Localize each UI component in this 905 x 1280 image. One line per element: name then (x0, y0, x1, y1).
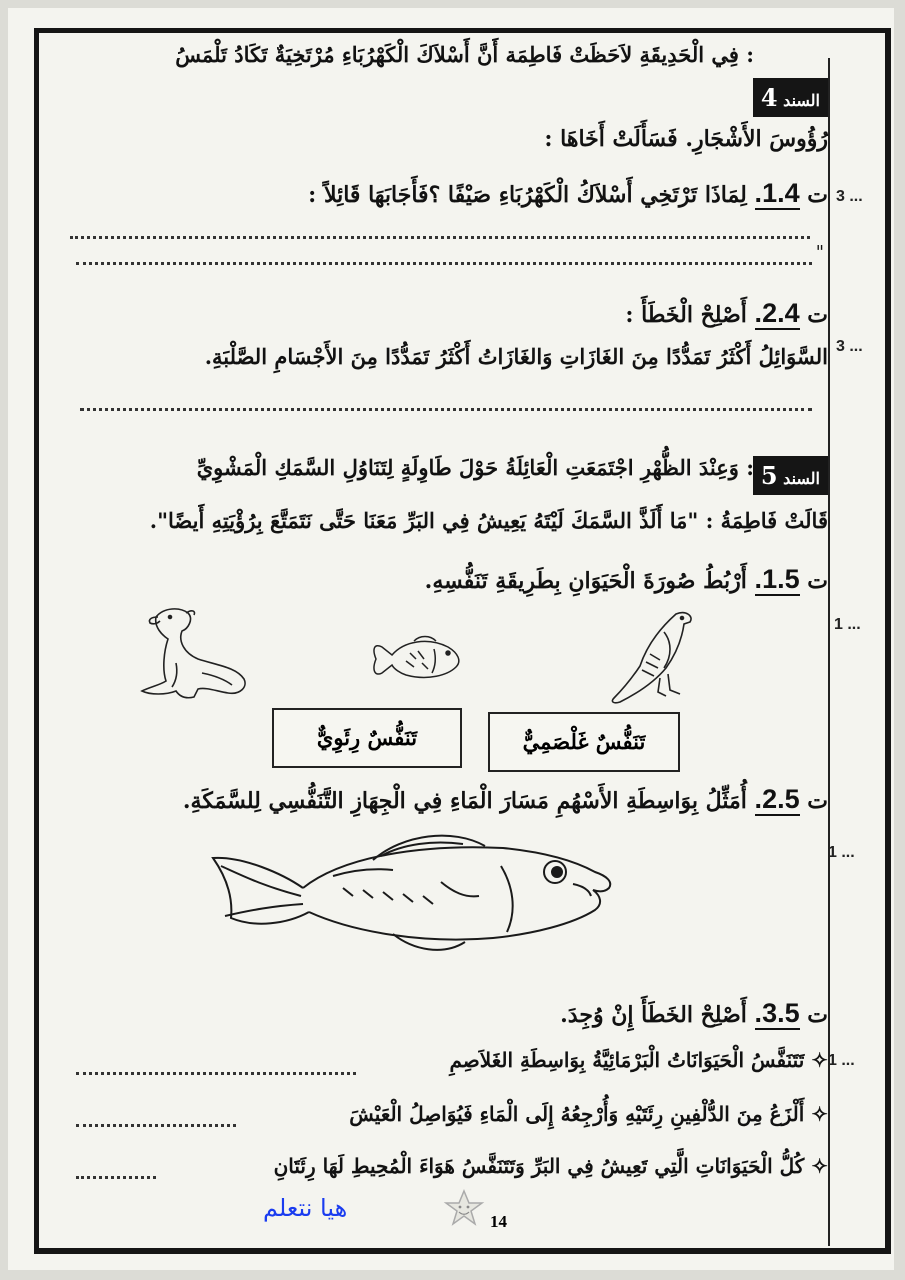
question-1-4 (308, 178, 828, 209)
sanad-4-label: السند (783, 91, 820, 110)
q35-text: أَصْلِحْ الخَطَأَ إِنْ وُجِدَ. (560, 1002, 747, 1028)
q35-item-3 (274, 1154, 828, 1178)
bullet-icon: ✧ (811, 1102, 828, 1126)
q35-item-1-text: تَتَنَفَّسُ الْحَيَوَانَاتُ الْبَرْمَائِيَّةُ بِوَاسِطَةِ الغَلاَصِمِ (449, 1048, 805, 1072)
q24-score: 3 ... (836, 338, 863, 355)
q25-text: أُمَثِّلُ بِوَاسِطَةِ الأَسْهُمِ مَسَارَ الْمَاءِ فِي الْجِهَازِ التَّنَفُّسِي لِلسَّمَكَةِ. (182, 788, 747, 814)
question-1-5 (425, 564, 828, 595)
bullet-icon: ✧ (811, 1048, 828, 1072)
q35-answer-line-1[interactable] (76, 1072, 356, 1075)
sanad-5-text-line2: قَالَتْ فَاطِمَةُ : "مَا أَلَذَّ السَّمَكَ لَيْتَهُ يَعِيشُ فِي البَرِّ مَعَنَا حَتَّى نَتَمَتَّعَ بِرُؤْيَتِهِ أَيضًا". (149, 508, 828, 533)
q15-prefix: ت (807, 568, 828, 594)
q35-item-3-text: كُلُّ الْحَيَوَانَاتِ الَّتِي تَعِيشُ فِي البَرِّ وَتَتَنَفَّسُ هَوَاءَ الْمُحِيطِ لَهَا رِئَتَانِ (273, 1154, 805, 1178)
sanad-4-number: 4 (760, 83, 778, 112)
q35-number: 3.5. (754, 998, 800, 1028)
q24-number: 2.4. (754, 298, 800, 328)
fish-large-drawing[interactable] (203, 826, 633, 961)
question-2-5 (183, 784, 828, 815)
question-3-5 (560, 998, 828, 1029)
q14-quote-mark: " (815, 242, 824, 263)
q14-score: 3 ... (836, 188, 863, 205)
q24-statement: السَّوَائِلُ أَكْثَرُ تَمَدُّدًا مِنَ الغَازَاتِ وَالغَازَاتُ أَكْثَرُ تَمَدُّدًا مِنَ الأَجْسَامِ الصَّلْبَةِ. (204, 344, 828, 369)
sanad-4-text-line2: رُؤُوسَ الأَشْجَارِ. فَسَأَلَتْ أَخَاهَا : (544, 126, 828, 152)
box-lung-breathing[interactable]: تَنَفُّسٌ رِئَوِيٌّ (272, 708, 462, 768)
worksheet-page (8, 8, 894, 1270)
q14-prefix: ت (807, 182, 828, 208)
q24-answer-line[interactable] (80, 408, 812, 411)
q14-text: لِمَاذَا تَرْتَخِي أَسْلاَكُ الْكَهْرُبَاءِ صَيْفًا ؟فَأَجَابَهَا قَائِلاً : (308, 182, 747, 208)
sanad-5-badge (753, 456, 828, 495)
watermark-text: هيا نتعلم (263, 1194, 348, 1222)
star-icon (444, 1188, 484, 1228)
page-number: 14 (490, 1212, 507, 1231)
seal-drawing[interactable] (136, 603, 251, 701)
sanad-5-label: السند (783, 469, 820, 488)
sanad-5-number: 5 (760, 461, 778, 490)
bullet-icon: ✧ (811, 1154, 828, 1178)
q35-answer-line-3[interactable] (76, 1176, 156, 1179)
q35-score: 1 ... (828, 1052, 855, 1069)
q35-prefix: ت (807, 1002, 828, 1028)
q24-title: أَصْلِحْ الْخَطَأَ : (625, 302, 747, 328)
q14-number: 1.4. (754, 178, 800, 208)
sanad-4-text-line1: : فِي الْحَدِيقَةِ لاَحَظَتْ فَاطِمَة أَنَّ أَسْلاَكَ الْكَهْرُبَاءِ مُرْتَخِيَةٌ تَكَادُ تَلْمَسُ (175, 42, 754, 67)
q15-number: 1.5. (754, 564, 800, 594)
fish-small-drawing[interactable] (370, 633, 465, 685)
q25-prefix: ت (807, 788, 828, 814)
q25-score: 1 ... (828, 844, 855, 861)
box-gill-breathing[interactable]: تَنَفُّسٌ غَلْصَمِيٌّ (488, 712, 680, 772)
question-2-4 (625, 298, 828, 329)
sanad-4-badge (753, 78, 828, 117)
q24-prefix: ت (807, 302, 828, 328)
q25-number: 2.5. (754, 784, 800, 814)
q35-item-1 (449, 1048, 828, 1072)
q35-answer-line-2[interactable] (76, 1124, 236, 1127)
q35-item-2-text: أَلْزَعُ مِنَ الدُّلْفِينِ رِئَتَيْهِ وَأُرْجِعُهُ إِلَى الْمَاءِ فَيُوَاصِلُ الْعَيْشَ (349, 1102, 805, 1126)
bird-drawing[interactable] (606, 608, 696, 708)
q35-item-2 (349, 1102, 828, 1126)
sanad-5-text-line1: : وَعِنْدَ الظُّهْرِ اجْتَمَعَتِ الْعَائِلَةُ حَوْلَ طَاوِلَةٍ لِتَنَاوُلِ السَّمَكِ الْمَشْوِيِّ (196, 455, 754, 480)
q15-score: 1 ... (834, 616, 861, 633)
q14-answer-line-1[interactable] (70, 236, 810, 239)
q14-answer-line-2[interactable] (76, 262, 812, 265)
q15-text: أَرْبُطُ صُورَةَ الْحَيَوَانِ بِطَرِيقَةِ تَنَفُّسِهِ. (424, 568, 747, 594)
